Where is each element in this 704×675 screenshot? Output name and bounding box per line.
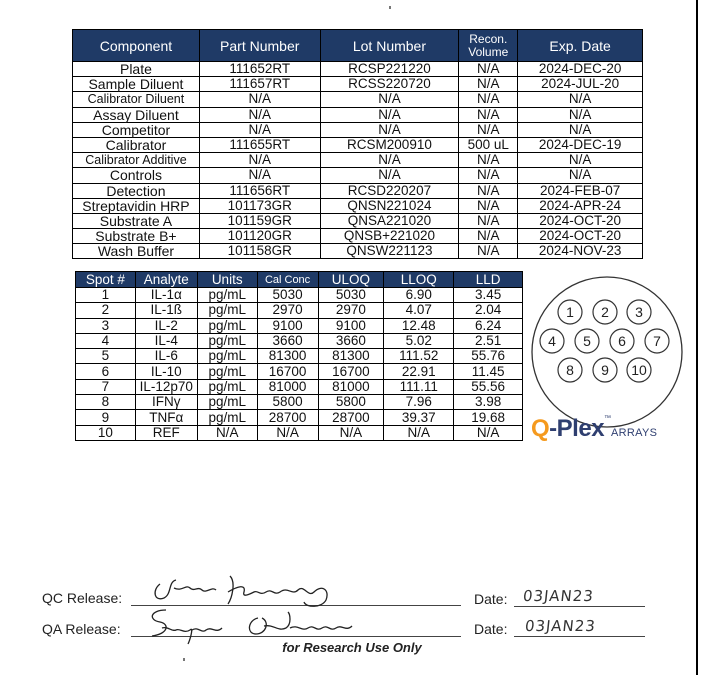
q-plex-arrays-logo xyxy=(531,415,681,449)
cal-conc-cell: 81000 xyxy=(257,379,318,394)
lld-cell: 3.45 xyxy=(454,288,523,303)
component-name-cell: Calibrator Diluent xyxy=(73,92,200,107)
header-component: Component xyxy=(73,30,200,62)
exp-date-cell: 2024-OCT-20 xyxy=(518,213,643,228)
uloq-cell: 5800 xyxy=(318,395,384,410)
exp-date-cell: 2024-APR-24 xyxy=(518,198,643,213)
exp-date-cell: 2024-JUL-20 xyxy=(518,77,643,92)
lld-cell: N/A xyxy=(454,425,523,440)
well-outline xyxy=(532,277,682,427)
component-row xyxy=(73,137,643,152)
cal-conc-cell: 5800 xyxy=(257,395,318,410)
component-name-cell: Wash Buffer xyxy=(73,244,200,259)
uloq-cell: 9100 xyxy=(318,318,384,333)
units-cell: pg/mL xyxy=(197,395,257,410)
component-row xyxy=(73,198,643,213)
lot-number-cell: RCSD220207 xyxy=(320,183,459,198)
header-part-number: Part Number xyxy=(199,30,320,62)
lot-number-cell: N/A xyxy=(320,122,459,137)
spot-number-cell: 8 xyxy=(76,395,136,410)
recon-volume-cell: N/A xyxy=(459,183,518,198)
lld-cell: 55.76 xyxy=(454,349,523,364)
component-row xyxy=(73,122,643,137)
header-units: Units xyxy=(197,272,257,288)
array-spot-label: 1 xyxy=(566,304,574,320)
exp-date-cell: N/A xyxy=(518,92,643,107)
research-use-note: for Research Use Only xyxy=(282,640,422,655)
array-spot-label: 2 xyxy=(601,304,609,320)
recon-volume-cell: N/A xyxy=(459,229,518,244)
qc-date-value: 03JAN23 xyxy=(522,587,595,605)
component-row xyxy=(73,229,643,244)
lld-cell: 55.56 xyxy=(454,379,523,394)
part-number-cell: 111656RT xyxy=(199,183,320,198)
cal-conc-cell: 81300 xyxy=(257,349,318,364)
spot-number-cell: 10 xyxy=(76,425,136,440)
component-name-cell: Competitor xyxy=(73,122,200,137)
logo-brand-text: -Plex xyxy=(549,415,605,442)
component-row xyxy=(73,77,643,92)
lot-number-cell: RCSP221220 xyxy=(320,62,459,77)
component-name-cell: Streptavidin HRP xyxy=(73,198,200,213)
spot-table-header-row xyxy=(76,272,523,288)
part-number-cell: 111655RT xyxy=(199,137,320,152)
recon-volume-cell: N/A xyxy=(459,77,518,92)
component-row xyxy=(73,183,643,198)
lld-cell: 2.04 xyxy=(454,303,523,318)
component-name-cell: Detection xyxy=(73,183,200,198)
spot-row xyxy=(76,379,523,394)
spot-row xyxy=(76,303,523,318)
logo-q-mark: Q xyxy=(531,415,550,442)
lot-number-cell: QNSB+221020 xyxy=(320,229,459,244)
qc-release-label: QC Release: xyxy=(42,590,123,606)
component-name-cell: Substrate A xyxy=(73,213,200,228)
uloq-cell: N/A xyxy=(318,425,384,440)
analyte-cell: IL-1ß xyxy=(135,303,197,318)
lloq-cell: N/A xyxy=(384,425,454,440)
lloq-cell: 12.48 xyxy=(384,318,454,333)
component-name-cell: Plate xyxy=(73,62,200,77)
lloq-cell: 111.52 xyxy=(384,349,454,364)
cal-conc-cell: 2970 xyxy=(257,303,318,318)
exp-date-cell: 2024-FEB-07 xyxy=(518,183,643,198)
spot-circle-group xyxy=(540,300,669,382)
component-row xyxy=(73,92,643,107)
exp-date-cell: 2024-NOV-23 xyxy=(518,244,643,259)
recon-volume-cell: 500 uL xyxy=(459,137,518,152)
exp-date-cell: 2024-DEC-20 xyxy=(518,62,643,77)
part-number-cell: N/A xyxy=(199,122,320,137)
uloq-cell: 2970 xyxy=(318,303,384,318)
lld-cell: 6.24 xyxy=(454,318,523,333)
component-table xyxy=(72,29,643,259)
lld-cell: 11.45 xyxy=(454,364,523,379)
part-number-cell: N/A xyxy=(199,92,320,107)
part-number-cell: N/A xyxy=(199,153,320,168)
component-table-body xyxy=(73,62,643,259)
analyte-cell: TNFα xyxy=(135,410,197,425)
uloq-cell: 28700 xyxy=(318,410,384,425)
header-lloq: LLOQ xyxy=(384,272,454,288)
component-row xyxy=(73,213,643,228)
scan-speck xyxy=(389,6,391,9)
lld-cell: 19.68 xyxy=(454,410,523,425)
logo-trademark: ™ xyxy=(604,415,612,422)
exp-date-cell: N/A xyxy=(518,153,643,168)
header-exp-date: Exp. Date xyxy=(518,30,643,62)
lot-number-cell: RCSM200910 xyxy=(320,137,459,152)
lot-number-cell: RCSS220720 xyxy=(320,77,459,92)
exp-date-cell: N/A xyxy=(518,107,643,122)
header-analyte: Analyte xyxy=(135,272,197,288)
units-cell: pg/mL xyxy=(197,379,257,394)
cal-conc-cell: 3660 xyxy=(257,333,318,348)
analyte-spot-table xyxy=(75,271,523,441)
header-recon-volume: Recon. Volume xyxy=(459,30,518,62)
spot-row xyxy=(76,395,523,410)
array-spot-label: 6 xyxy=(618,333,626,349)
component-name-cell: Calibrator Additive xyxy=(73,153,200,168)
spot-number-cell: 5 xyxy=(76,349,136,364)
recon-volume-cell: N/A xyxy=(459,107,518,122)
page-edge xyxy=(696,0,698,675)
recon-volume-cell: N/A xyxy=(459,213,518,228)
header-uloq: ULOQ xyxy=(318,272,384,288)
qa-date-label: Date: xyxy=(474,621,508,637)
spot-number-cell: 1 xyxy=(76,288,136,303)
component-name-cell: Sample Diluent xyxy=(73,77,200,92)
part-number-cell: 101158GR xyxy=(199,244,320,259)
lot-number-cell: QNSN221024 xyxy=(320,198,459,213)
component-row xyxy=(73,153,643,168)
analyte-cell: IL-1α xyxy=(135,288,197,303)
units-cell: pg/mL xyxy=(197,303,257,318)
lld-cell: 3.98 xyxy=(454,395,523,410)
scan-speck xyxy=(183,658,185,661)
spot-row xyxy=(76,318,523,333)
part-number-cell: N/A xyxy=(199,107,320,122)
spot-number-cell: 2 xyxy=(76,303,136,318)
lot-number-cell: N/A xyxy=(320,168,459,183)
lloq-cell: 22.91 xyxy=(384,364,454,379)
recon-volume-cell: N/A xyxy=(459,62,518,77)
lot-number-cell: N/A xyxy=(320,107,459,122)
lloq-cell: 6.90 xyxy=(384,288,454,303)
analyte-cell: IL-4 xyxy=(135,333,197,348)
lloq-cell: 5.02 xyxy=(384,333,454,348)
part-number-cell: N/A xyxy=(199,168,320,183)
units-cell: pg/mL xyxy=(197,349,257,364)
component-row xyxy=(73,107,643,122)
qc-date-line xyxy=(514,606,645,607)
uloq-cell: 5030 xyxy=(318,288,384,303)
spot-number-cell: 4 xyxy=(76,333,136,348)
uloq-cell: 16700 xyxy=(318,364,384,379)
lloq-cell: 111.11 xyxy=(384,379,454,394)
analyte-cell: IL-10 xyxy=(135,364,197,379)
part-number-cell: 111652RT xyxy=(199,62,320,77)
lloq-cell: 39.37 xyxy=(384,410,454,425)
spot-row xyxy=(76,333,523,348)
component-name-cell: Assay Diluent xyxy=(73,107,200,122)
header-cal-conc: Cal Conc xyxy=(257,272,318,288)
spot-table-body xyxy=(76,288,523,441)
exp-date-cell: 2024-OCT-20 xyxy=(518,229,643,244)
spot-row xyxy=(76,364,523,379)
analyte-cell: REF xyxy=(135,425,197,440)
array-spot-label: 7 xyxy=(653,333,661,349)
component-name-cell: Calibrator xyxy=(73,137,200,152)
header-lot-number: Lot Number xyxy=(320,30,459,62)
array-spot-label: 9 xyxy=(601,362,609,378)
part-number-cell: 111657RT xyxy=(199,77,320,92)
component-row xyxy=(73,168,643,183)
units-cell: pg/mL xyxy=(197,410,257,425)
cal-conc-cell: N/A xyxy=(257,425,318,440)
uloq-cell: 3660 xyxy=(318,333,384,348)
spot-number-cell: 3 xyxy=(76,318,136,333)
lloq-cell: 7.96 xyxy=(384,395,454,410)
qc-date-label: Date: xyxy=(474,591,508,607)
spot-row xyxy=(76,349,523,364)
part-number-cell: 101173GR xyxy=(199,198,320,213)
component-name-cell: Substrate B+ xyxy=(73,229,200,244)
recon-volume-cell: N/A xyxy=(459,153,518,168)
recon-volume-cell: N/A xyxy=(459,122,518,137)
array-spot-label: 10 xyxy=(631,362,647,378)
recon-volume-cell: N/A xyxy=(459,92,518,107)
exp-date-cell: 2024-DEC-19 xyxy=(518,137,643,152)
units-cell: N/A xyxy=(197,425,257,440)
cal-conc-cell: 5030 xyxy=(257,288,318,303)
lot-number-cell: N/A xyxy=(320,92,459,107)
part-number-cell: 101120GR xyxy=(199,229,320,244)
units-cell: pg/mL xyxy=(197,364,257,379)
analyte-cell: IFNγ xyxy=(135,395,197,410)
exp-date-cell: N/A xyxy=(518,122,643,137)
logo-subtitle: ARRAYS xyxy=(611,427,658,439)
array-spot-label: 4 xyxy=(548,333,556,349)
logo-wordmark xyxy=(531,415,604,442)
lloq-cell: 4.07 xyxy=(384,303,454,318)
units-cell: pg/mL xyxy=(197,288,257,303)
recon-volume-cell: N/A xyxy=(459,198,518,213)
recon-volume-cell: N/A xyxy=(459,168,518,183)
cal-conc-cell: 28700 xyxy=(257,410,318,425)
lld-cell: 2.51 xyxy=(454,333,523,348)
array-spot-label: 3 xyxy=(635,304,643,320)
header-spot-number: Spot # xyxy=(76,272,136,288)
cal-conc-cell: 9100 xyxy=(257,318,318,333)
array-spot-label: 8 xyxy=(566,362,574,378)
recon-volume-cell: N/A xyxy=(459,244,518,259)
part-number-cell: 101159GR xyxy=(199,213,320,228)
exp-date-cell: N/A xyxy=(518,168,643,183)
uloq-cell: 81300 xyxy=(318,349,384,364)
qa-date-line xyxy=(514,636,645,637)
analyte-cell: IL-2 xyxy=(135,318,197,333)
analyte-cell: IL-12p70 xyxy=(135,379,197,394)
qa-date-value: 03JAN23 xyxy=(524,617,597,635)
spot-row xyxy=(76,288,523,303)
spot-number-cell: 9 xyxy=(76,410,136,425)
cal-conc-cell: 16700 xyxy=(257,364,318,379)
array-spot-label: 5 xyxy=(583,333,591,349)
component-row xyxy=(73,244,643,259)
spot-row xyxy=(76,410,523,425)
component-row xyxy=(73,62,643,77)
analyte-cell: IL-6 xyxy=(135,349,197,364)
spot-number-cell: 7 xyxy=(76,379,136,394)
qa-release-label: QA Release: xyxy=(42,621,121,637)
lot-number-cell: QNSW221123 xyxy=(320,244,459,259)
units-cell: pg/mL xyxy=(197,333,257,348)
component-table-header-row xyxy=(73,30,643,62)
lot-number-cell: N/A xyxy=(320,153,459,168)
lot-number-cell: QNSA221020 xyxy=(320,213,459,228)
spot-row xyxy=(76,425,523,440)
units-cell: pg/mL xyxy=(197,318,257,333)
spot-number-cell: 6 xyxy=(76,364,136,379)
uloq-cell: 81000 xyxy=(318,379,384,394)
component-name-cell: Controls xyxy=(73,168,200,183)
header-lld: LLD xyxy=(454,272,523,288)
